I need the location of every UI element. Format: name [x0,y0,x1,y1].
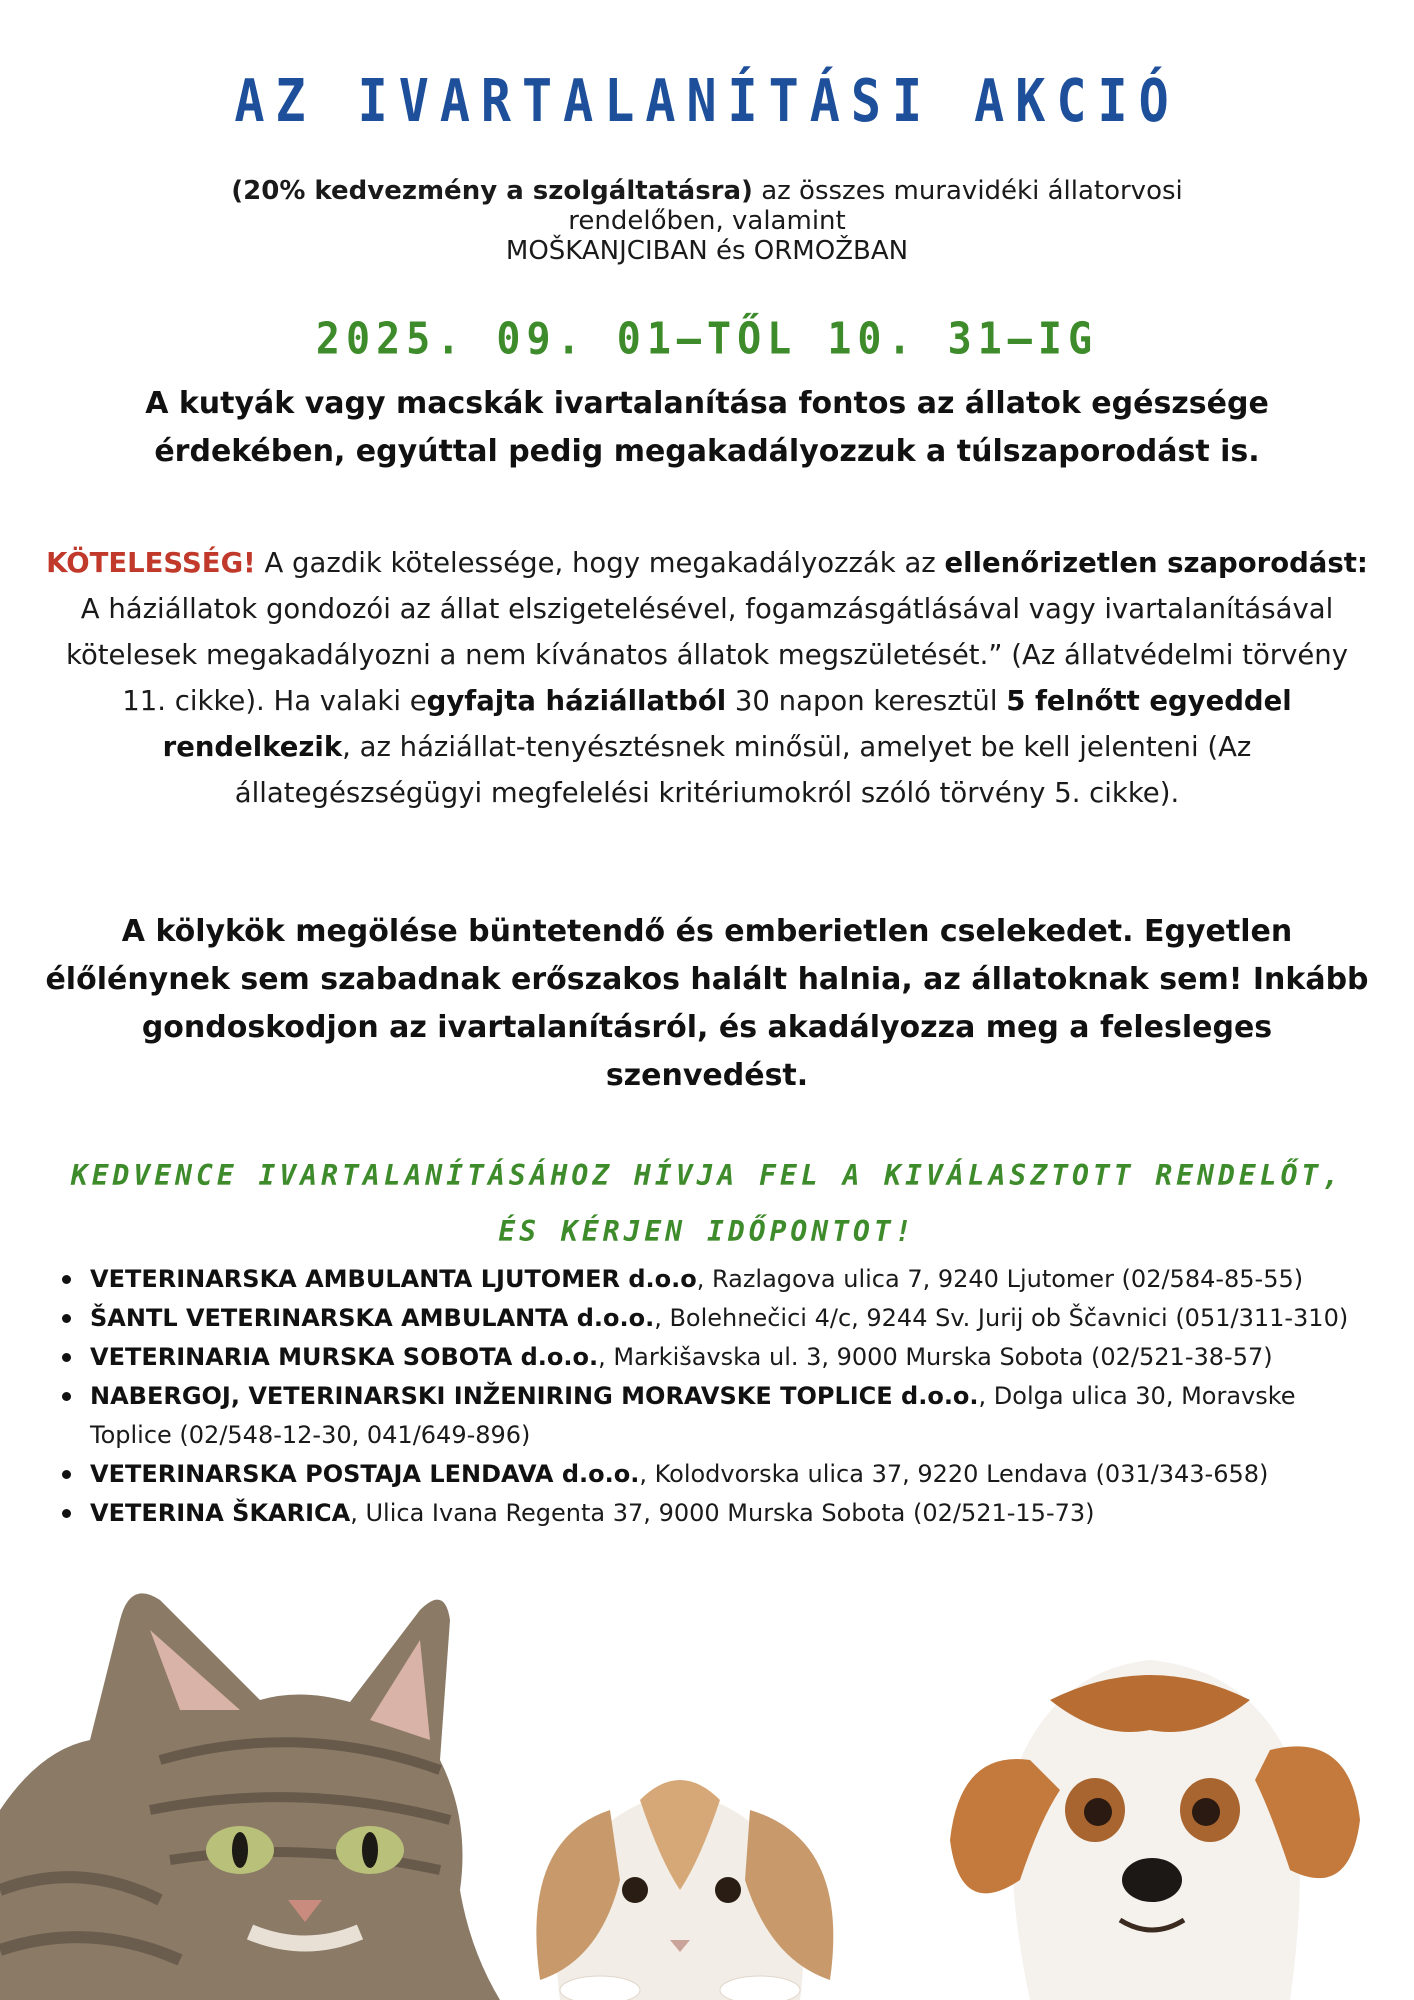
vet-clinic-list [70,1260,1370,1533]
vet-clinic-name: VETERINARIA MURSKA SOBOTA d.o.o. [90,1343,599,1371]
dog-illustration [950,1660,1360,2000]
vet-clinic-details: , Kolodvorska ulica 37, 9220 Lendava (031/343-658) [639,1460,1269,1488]
vet-clinic-item [70,1377,1370,1455]
vet-clinic-name: VETERINA ŠKARICA [90,1499,351,1527]
duty-bold-1: ellenőrizetlen szaporodást: [944,547,1368,579]
lead-paragraph: A kutyák vagy macskák ivartalanítása fontos az állatok egészsége érdekében, egyúttal pedig megakadályozzuk a túlszaporodást is. [145,386,1269,469]
campaign-dates: 2025. 09. 01–TŐL 10. 31–IG [315,313,1099,365]
vet-clinic-item [70,1455,1370,1494]
call-to-action [20,1148,1394,1260]
vet-clinic-item [70,1260,1370,1299]
vet-clinic-name: NABERGOJ, VETERINARSKI INŽENIRING MORAVSKE TOPLICE d.o.o. [90,1382,979,1410]
duty-label: KÖTELESSÉG! [46,547,256,579]
subtitle-line1: az összes muravidéki állatorvosi [752,176,1183,206]
vet-clinic-details: , Dolga ulica 30, Moravske Toplice (02/548-12-30, 041/649-896) [90,1382,1296,1449]
duty-text-3: 30 napon keresztül [726,685,1007,717]
vet-clinic-item [70,1338,1370,1377]
vet-clinic-details: , Markišavska ul. 3, 9000 Murska Sobota (02/521-38-57) [598,1343,1273,1371]
subtitle-line3: MOŠKANJCIBAN és ORMOŽBAN [505,236,909,266]
subtitle-line2: rendelőben, valamint [568,206,846,236]
vet-clinic-name: ŠANTL VETERINARSKA AMBULANTA d.o.o. [90,1304,655,1332]
vet-clinic-name: VETERINARSKA POSTAJA LENDAVA d.o.o. [90,1460,640,1488]
duty-text-4: , az háziállat-tenyésztésnek minősül, amelyet be kell jelenteni (Az állategészségügyi megfelelési kritériumokról szóló törvény 5. cikke). [234,731,1252,809]
vet-clinic-details: , Ulica Ivana Regenta 37, 9000 Murska Sobota (02/521-15-73) [350,1499,1095,1527]
page-title: AZ IVARTALANÍTÁSI AKCIÓ [234,66,1180,136]
duty-text-1: A gazdik kötelessége, hogy megakadályozzák az [255,547,945,579]
cta-line2: ÉS KÉRJEN IDŐPONTOT! [498,1215,916,1248]
duty-paragraph [40,540,1374,816]
duty-bold-2: gyfajta háziállatból [426,685,727,717]
vet-clinic-details: , Razlagova ulica 7, 9240 Ljutomer (02/584-85-55) [696,1265,1304,1293]
vet-clinic-details: , Bolehnečici 4/c, 9244 Sv. Jurij ob Ščavnici (051/311-310) [654,1304,1349,1332]
animals-photo [0,1560,1414,2000]
cat-illustration [0,1593,500,2000]
cta-line1: KEDVENCE IVARTALANÍTÁSÁHOZ HÍVJA FEL A KIVÁLASZTOTT RENDELŐT, [70,1159,1344,1192]
vet-clinic-item [70,1494,1370,1533]
duty-bold-3: 5 felnőtt egyeddel rendelkezik [162,685,1292,763]
warning-paragraph: A kölykök megölése büntetendő és emberietlen cselekedet. Egyetlen élőlénynek sem szabadnak erőszakos halált halnia, az állatoknak sem! Inkább gondoskodjon az ivartalanításról, és akadályozza meg a felesleges szenvedést. [45,914,1369,1093]
discount-subtitle [160,176,1254,266]
rabbit-illustration [536,1780,833,2000]
duty-text-2: A háziállatok gondozói az állat elszigetelésével, fogamzásgátlásával vagy ivartalanításával kötelesek megakadályozni a nem kívánatos állatok megszületését.” (Az állatvédelmi törvény 11. cikke). Ha valaki e [66,593,1348,717]
vet-clinic-name: VETERINARSKA AMBULANTA LJUTOMER d.o.o [90,1265,697,1293]
vet-clinic-item [70,1299,1370,1338]
discount-label: (20% kedvezmény a szolgáltatásra) [231,176,753,206]
